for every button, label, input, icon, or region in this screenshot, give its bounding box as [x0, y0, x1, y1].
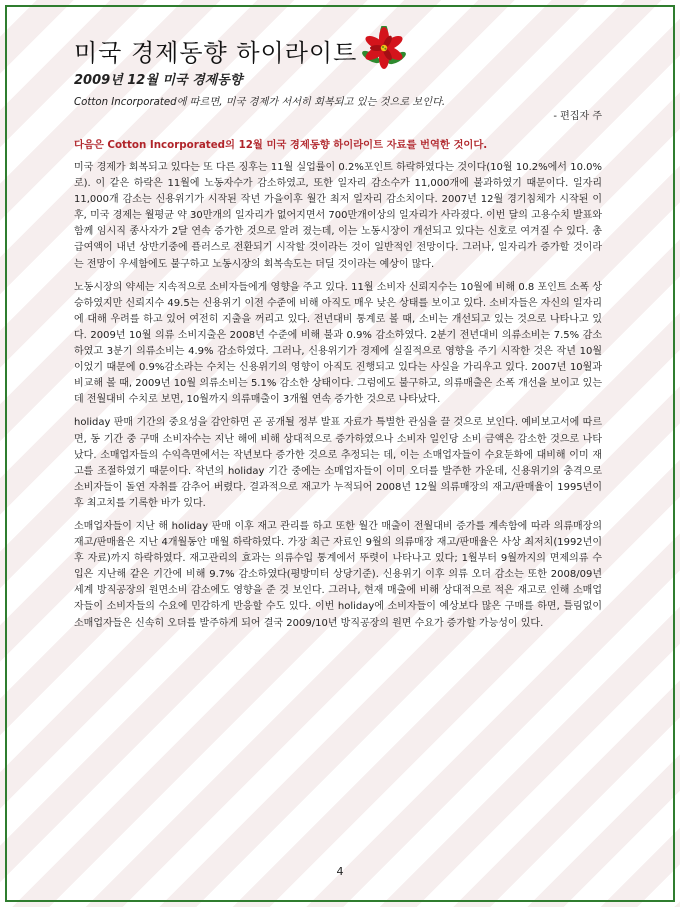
article [74, 36, 602, 632]
paragraph-consumer: 노동시장의 약세는 지속적으로 소비자들에게 영향을 주고 있다. 11월 소비자 신뢰지수는 10월에 비해 0.8 포인트 소폭 상승하였지만 신뢰지수 49.5는 신용위기 이전 수준에 비해 아직도 매우 낮은 상태를 보이고 있다. 소비자들은 자신의 일자리에 대해 우려를 하고 있어 여전히 지출을 꺼리고 있다. 전년대비 통계로 볼 때, 소비는 개선되고 있는 것으로 나타나고 있다. 2009년 10월 의류 소비지출은 2008년 수준에 비해 불과 0.9% 감소하였다. 2분기 전년대비 의류소비는 7.5% 감소하였고 3분기 의류소비는 4.9% 감소하였다. 그러나, 신용위기가 경제에 실질적으로 영향을 주기 시작한 것은 작년 10월이었기 때문에 0.9%감소라는 수치는 신용위기의 영향이 아직도 진행되고 있다는 사실을 가리우고 있다. 2007년 10월과 비교해 볼 때, 2009년 10월 의류소비는 5.1% 감소한 상태이다. 그럼에도 불구하고, 의류매출은 소폭 개선을 보이고 있는 데 전월대비 수치로 보면, 10월까지 의류매출이 3개월 연속 증가한 것으로 나타났다. [74, 281, 602, 406]
title-row [74, 36, 602, 72]
paragraph-employment: 미국 경제가 회복되고 있다는 또 다른 징후는 11월 실업률이 0.2%포인트 하락하였다는 것이다(10월 10.2%에서 10.0%로). 이 같은 하락은 11월에 노동자수가 감소하였고, 또한 일자리 감소수가 11,000개에 불과하였기 때문이다. 일자리 11,000개 감소는 신용위기가 시작된 작년 가을이후 월간 최저 일자리 감소치이다. 2007년 12월 경기침체가 시작된 이후, 미국 경제는 월평균 약 30만개의 일자리가 없어지면서 700만개이상의 일자리가 사라졌다. 이번 달의 고용수치 발표와 함께 임시직 종사자가 2달 연속 증가한 것으로 알려 졌는데, 이는 노동시장이 개선되고 있다는 신호로 여겨질 수 있다. 총 급여액이 내년 상반기중에 플러스로 전환되기 시작할 것이라는 것이 일반적인 전망이다. 그러나, 일자리가 증가할 것이라는 전망이 우세함에도 불구하고 노동시장의 회복속도는 더딜 것이라는 예상이 많다. [74, 162, 602, 270]
paragraph-inventory: 소매업자들이 지난 해 holiday 판매 이후 재고 관리를 하고 또한 월간 매출이 전월대비 증가를 계속함에 따라 의류매장의 재고/판매율은 지난 4개월동안 매월 하락하였다. 가장 최근 자료인 9월의 의류매장 재고/판매율은 사상 최저치(1992년이후 자료)까지 하락하였다. 재고관리의 효과는 의류수입 통계에서 뚜렷이 나타나고 있다; 1월부터 9월까지의 면제의류 수입은 지난해 같은 기간에 비해 9.7% 감소하였다(평방미터 상당기준). 신용위기 이후 의류 오더 감소는 또한 2008/09년 세계 방직공장의 원면소비 감소에도 영향을 준 것 보인다. 그러나, 현재 매출에 비해 상대적으로 적은 재고로 인해 소매업자들이 소비자들의 수요에 민감하게 반응할 수도 있다. 이번 holiday에 소비자들이 예상보다 많은 구매를 하면, 틀림없이 소매업자들은 신속히 오더를 발주하게 되어 결국 2009/10년 방직공장의 원면 수요가 증가할 가능성이 있다. [74, 520, 602, 629]
lead-sentence: 다음은 Cotton Incorporated의 12월 미국 경제동향 하이라이트 자료를 번역한 것이다. [74, 139, 488, 151]
intro-text: Cotton Incorporated에 따르면, 미국 경제가 서서히 회복되고 있는 것으로 보인다. [74, 97, 446, 108]
subtitle: 2009년 12월 미국 경제동향 [74, 73, 243, 88]
paragraph-holiday: holiday 판매 기간의 중요성을 감안하면 곧 공개될 정부 발표 자료가 특별한 관심을 끌 것으로 보인다. 예비보고서에 따르면, 동 기간 중 구매 소비자수는 지난 해에 비해 상대적으로 증가하였으나 소비자 일인당 소비 금액은 감소한 것으로 나타났다. 소매업자들의 수익측면에서는 작년보다 증가한 것으로 추정되는 데, 이는 소매업자들이 수요둔화에 대비해 이미 재고를 조절하였기 때문이다. 작년의 holiday 기간 중에는 소매업자들이 이미 오더를 발주한 가운데, 신용위기의 충격으로 소비자들이 돌연 자취를 감추어 버렸다. 결과적으로 재고가 누적되어 2008년 12월 의류매장의 재고/판매율이 1995년이후 최고치를 기록한 바가 있다. [74, 417, 602, 509]
page-number: 4 [336, 865, 344, 878]
editor-note: - 편집자 주 [553, 111, 602, 122]
page-title: 미국 경제동향 하이라이트 [74, 39, 358, 67]
poinsettia-icon [360, 26, 408, 70]
